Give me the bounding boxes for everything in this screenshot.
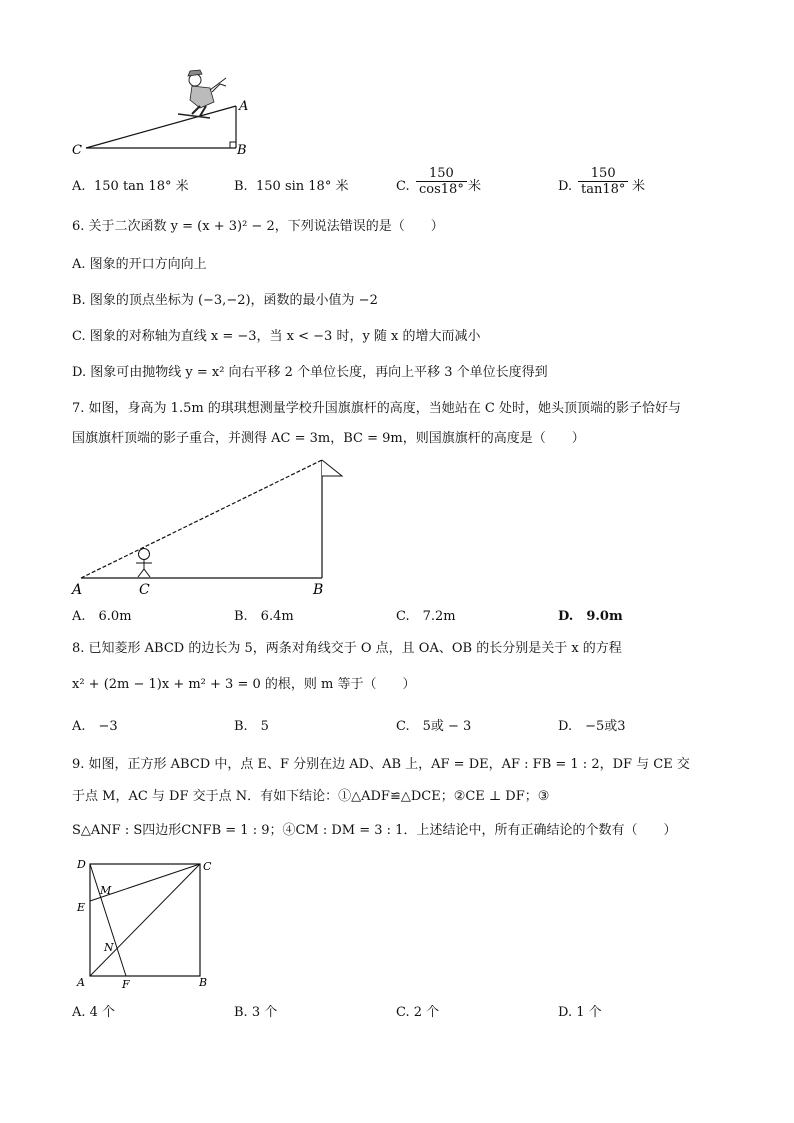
fig9-label-F: F: [122, 978, 130, 991]
fig7-label-A: A: [72, 582, 83, 598]
person-icon: [136, 549, 152, 578]
q5-option-b-letter[interactable]: B.: [234, 179, 248, 194]
q6-option-a[interactable]: A. 图象的开口方向向上: [72, 257, 207, 272]
q5-option-c-letter[interactable]: C.: [396, 179, 410, 194]
q8-stem-line2: x² + (2m − 1)x + m² + 3 = 0 的根，则 m 等于（ ）: [72, 677, 416, 692]
fig9-label-E: E: [77, 901, 86, 914]
slope-figure: [60, 66, 260, 162]
flag-icon: [322, 460, 342, 476]
q8-option-a[interactable]: A. −3: [72, 719, 118, 734]
q7-option-a[interactable]: A. 6.0m: [72, 609, 132, 624]
q9-option-d[interactable]: D. 1 个: [558, 1005, 602, 1020]
q8-option-b[interactable]: B. 5: [234, 719, 269, 734]
q5-option-a-letter[interactable]: A.: [72, 179, 86, 194]
fig5-label-C: C: [72, 143, 82, 158]
q5-option-c-numerator: 150: [429, 166, 454, 181]
q6-option-c[interactable]: C. 图象的对称轴为直线 x = −3，当 x < −3 时，y 随 x 的增大而减小: [72, 329, 481, 344]
q5-option-d-unit: 米: [632, 179, 646, 194]
q7-stem-line1: 7. 如图，身高为 1.5m 的琪琪想测量学校升国旗旗杆的高度，当她站在 C 处时，她头顶顶端的影子恰好与: [72, 401, 682, 416]
square-figure: [70, 852, 220, 992]
fig9-label-N: N: [104, 941, 114, 954]
q9-option-a[interactable]: A. 4 个: [72, 1005, 116, 1020]
q9-stem-line2: 于点 M，AC 与 DF 交于点 N．有如下结论：①△ADF≌△DCE；②CE ⊥ DF；③: [72, 789, 550, 804]
q7-stem-line2: 国旗旗杆顶端的影子重合，并测得 AC = 3m，BC = 9m，则国旗旗杆的高度是（ ）: [72, 431, 585, 446]
q5-option-d-denominator: tan18°: [578, 181, 628, 197]
q5-option-d-numerator: 150: [590, 166, 616, 181]
fig9-label-B: B: [199, 976, 208, 989]
q9-option-c[interactable]: C. 2 个: [396, 1005, 440, 1020]
q5-option-a-text: 150 tan 18° 米: [94, 179, 189, 194]
q7-option-b[interactable]: B. 6.4m: [234, 609, 294, 624]
q5-option-b-text: 150 sin 18° 米: [256, 179, 349, 194]
fig9-label-C: C: [203, 860, 212, 873]
q9-stem-line1: 9. 如图，正方形 ABCD 中，点 E、F 分别在边 AD、AB 上，AF = DE，AF : FB = 1 : 2，DF 与 CE 交: [72, 757, 690, 772]
q5-option-d-letter[interactable]: D.: [558, 179, 573, 194]
q9-stem-line3: S△ANF : S四边形CNFB = 1 : 9；④CM : DM = 3 : 1．上述结论中，所有正确结论的个数有（ ）: [72, 823, 677, 838]
fig7-label-B: B: [313, 582, 324, 598]
q9-option-b[interactable]: B. 3 个: [234, 1005, 278, 1020]
q6-stem: 6. 关于二次函数 y = (x + 3)² − 2，下列说法错误的是（ ）: [72, 219, 444, 234]
q5-option-c-denominator: cos18°: [416, 181, 467, 197]
fig5-label-A: A: [239, 99, 249, 114]
flagpole-figure: [64, 452, 354, 600]
q8-option-d[interactable]: D. −5或3: [558, 719, 626, 734]
q5-option-c-unit: 米: [468, 179, 482, 194]
fig5-label-B: B: [237, 143, 247, 158]
fig9-label-M: M: [100, 884, 112, 897]
q7-option-c[interactable]: C. 7.2m: [396, 609, 456, 624]
q6-option-b[interactable]: B. 图象的顶点坐标为 (−3,−2)，函数的最小值为 −2: [72, 293, 378, 308]
q8-option-c[interactable]: C. 5或 − 3: [396, 719, 472, 734]
q6-option-d[interactable]: D. 图象可由抛物线 y = x² 向右平移 2 个单位长度，再向上平移 3 个单位长度得到: [72, 365, 548, 380]
fig9-label-A: A: [77, 976, 85, 989]
fig9-label-D: D: [77, 858, 86, 871]
fig7-label-C: C: [139, 582, 150, 598]
q5-option-c-fraction: [416, 166, 467, 197]
q5-option-d-fraction: [578, 166, 628, 197]
q8-stem-line1: 8. 已知菱形 ABCD 的边长为 5，两条对角线交于 O 点，且 OA、OB 的长分别是关于 x 的方程: [72, 641, 622, 656]
q7-option-d[interactable]: D. 9.0m: [558, 609, 623, 624]
